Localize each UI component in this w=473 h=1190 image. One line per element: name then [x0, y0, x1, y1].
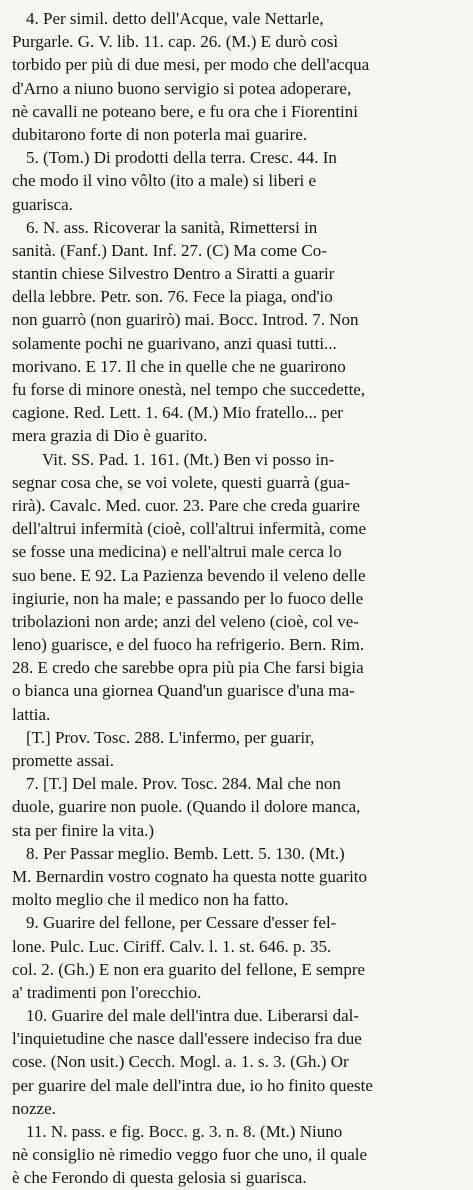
text-line-content: dell'altrui infermità (cioè, coll'altrui infermità, come: [12, 519, 367, 539]
text-line: [12, 30, 464, 53]
text-line: [12, 123, 464, 146]
text-line-content: se fosse una medicina) e nell'altrui male cerca lo: [12, 542, 342, 562]
text-line: [12, 193, 464, 216]
text-line-content: a' tradimenti pon l'orecchio.: [12, 982, 202, 1002]
text-line: [12, 424, 464, 447]
text-line: [12, 564, 464, 587]
text-line-content: cose. (Non usit.) Cecch. Mogl. a. 1. s. 3. (Gh.) Or: [12, 1052, 349, 1072]
text-line-content: nè cavalli ne poteano bere, e fu ora che i Fiorentini: [12, 101, 358, 121]
text-line-content: nè consiglio nè rimedio veggo fuor che uno, il quale: [12, 1145, 368, 1165]
text-line-content: nozze.: [12, 1098, 56, 1118]
text-line: [12, 1074, 464, 1097]
text-line: [12, 656, 464, 679]
text-line-content: duole, guarire non puole. (Quando il dolore manca,: [12, 797, 361, 817]
text-line: [12, 216, 464, 239]
text-line-content: stantin chiese Silvestro Dentro a Siratti a guarir: [12, 264, 335, 284]
text-line: [12, 610, 464, 633]
text-line-content: leno) guarisce, e del fuoco ha refrigerio. Bern. Rim.: [12, 635, 365, 655]
text-line-content: non guarrò (non guarirò) mai. Bocc. Introd. 7. Non: [12, 310, 359, 330]
text-line-content: mera grazia di Dio è guarito.: [12, 426, 208, 446]
text-line-content: promette assai.: [12, 751, 114, 770]
text-line: [12, 981, 464, 1004]
text-line: [12, 633, 464, 656]
text-line: [12, 935, 464, 958]
text-line: [12, 285, 464, 308]
text-line-content: suo bene. E 92. La Pazienza bevendo il veleno delle: [12, 565, 366, 585]
text-line: [12, 1097, 464, 1120]
text-line: [12, 1004, 464, 1027]
text-line-content: d'Arno a niuno buono servigio si potea adoperare,: [12, 78, 352, 98]
text-line-content: morivano. E 17. Il che in quelle che ne guarirono: [12, 356, 346, 376]
text-line: [12, 471, 464, 494]
text-line-content: 6. N. ass. Ricoverar la sanità, Rimettersi in: [26, 217, 318, 237]
text-line: [12, 587, 464, 610]
text-line: [12, 911, 464, 934]
text-line-content: segnar cosa che, se voi volete, questi guarrà (gua-: [12, 472, 350, 492]
text-line: [12, 262, 464, 285]
text-line: [12, 100, 464, 123]
text-line: [12, 517, 464, 540]
text-line-content: rirà). Cavalc. Med. cuor. 23. Pare che creda guarire: [12, 495, 360, 515]
text-line: [12, 239, 464, 262]
text-line: [12, 749, 464, 772]
text-line: [12, 77, 464, 100]
text-line-content: della lebbre. Petr. son. 76. Fece la piaga, ond'io: [12, 287, 333, 307]
text-line: [12, 308, 464, 331]
text-line-content: Vit. SS. Pad. 1. 161. (Mt.) Ben vi posso in-: [42, 449, 335, 469]
text-line: [12, 53, 464, 76]
text-line: [12, 703, 464, 726]
text-line-content: 10. Guarire del male dell'intra due. Liberarsi dal-: [26, 1006, 360, 1026]
text-line-content: Purgarle. G. V. lib. 11. cap. 26. (M.) E durò così: [12, 32, 339, 52]
text-line-content: cagione. Red. Lett. 1. 64. (M.) Mio fratello... per: [12, 403, 343, 423]
text-line-content: solamente pochi ne guarivano, anzi quasi tutti...: [12, 333, 337, 353]
text-line: [12, 332, 464, 355]
text-line: [12, 1027, 464, 1050]
text-line-content: tribolazioni non arde; anzi del veleno (cioè, col ve-: [12, 611, 359, 631]
text-line-content: sanità. (Fanf.) Dant. Inf. 27. (C) Ma come Co-: [12, 240, 327, 260]
text-line-content: o bianca una giornea Quand'un guarisce d'una ma-: [12, 681, 355, 701]
text-line: [12, 494, 464, 517]
text-line: [12, 958, 464, 981]
text-line-content: lattia.: [12, 704, 51, 724]
text-line-content: 28. E credo che sarebbe opra più pia Che farsi bigia: [12, 658, 364, 678]
text-line-content: 7. [T.] Del male. Prov. Tosc. 284. Mal che non: [26, 774, 341, 794]
text-line-content: col. 2. (Gh.) E non era guarito del fellone, E sempre: [12, 959, 366, 979]
text-line: [12, 401, 464, 424]
text-line: [12, 448, 464, 471]
text-line-content: lone. Pulc. Luc. Ciriff. Calv. l. 1. st. 646. p. 35.: [12, 936, 332, 956]
text-line-content: 9. Guarire del fellone, per Cessare d'esser fel-: [26, 913, 337, 933]
text-line: [12, 169, 464, 192]
text-line-content: fu forse di minore onestà, nel tempo che succedette,: [12, 380, 366, 399]
text-line: [12, 888, 464, 911]
text-line: [12, 7, 464, 30]
text-line: [12, 865, 464, 888]
text-line: [12, 842, 464, 865]
text-line: [12, 1050, 464, 1073]
text-line-content: sta per finire la vita.): [12, 820, 155, 840]
text-line: [12, 1143, 464, 1166]
text-line: [12, 819, 464, 842]
text-line-content: dubitarono forte di non poterla mai guarire.: [12, 124, 308, 144]
text-line: [12, 679, 464, 702]
text-line-content: 11. N. pass. e fig. Bocc. g. 3. n. 8. (Mt.) Niuno: [26, 1122, 343, 1141]
text-line: [12, 1166, 464, 1189]
text-line: [12, 795, 464, 818]
text-line: [12, 355, 464, 378]
text-line: [12, 378, 464, 401]
text-line-content: è che Ferondo di questa gelosia si guarisca.: [12, 1168, 307, 1188]
text-line: [12, 146, 464, 169]
text-line: [12, 772, 464, 795]
text-line: [12, 1120, 464, 1143]
text-line-content: per guarire del male dell'intra due, io ho finito queste: [12, 1075, 373, 1095]
text-line-content: torbido per più di due mesi, per modo che dell'acqua: [12, 55, 370, 75]
text-line-content: 8. Per Passar meglio. Bemb. Lett. 5. 130. (Mt.): [26, 843, 345, 863]
text-line-content: molto meglio che il medico non ha fatto.: [12, 890, 289, 910]
text-line-content: 4. Per simil. detto dell'Acque, vale Nettarle,: [26, 9, 324, 28]
text-line-content: che modo il vino vôlto (ito a male) si liberi e: [12, 171, 317, 191]
text-line-content: guarisca.: [12, 194, 73, 214]
text-line-content: 5. (Tom.) Di prodotti della terra. Cresc. 44. In: [26, 148, 337, 168]
text-line: [12, 726, 464, 749]
text-line-content: [T.] Prov. Tosc. 288. L'infermo, per guarir,: [26, 727, 315, 747]
text-line: [12, 540, 464, 563]
text-line-content: M. Bernardin vostro cognato ha questa notte guarito: [12, 866, 368, 886]
text-line-content: ingiurie, non ha male; e passando per lo fuoco delle: [12, 588, 364, 608]
text-line-content: l'inquietudine che nasce dall'essere indeciso fra due: [12, 1029, 362, 1049]
